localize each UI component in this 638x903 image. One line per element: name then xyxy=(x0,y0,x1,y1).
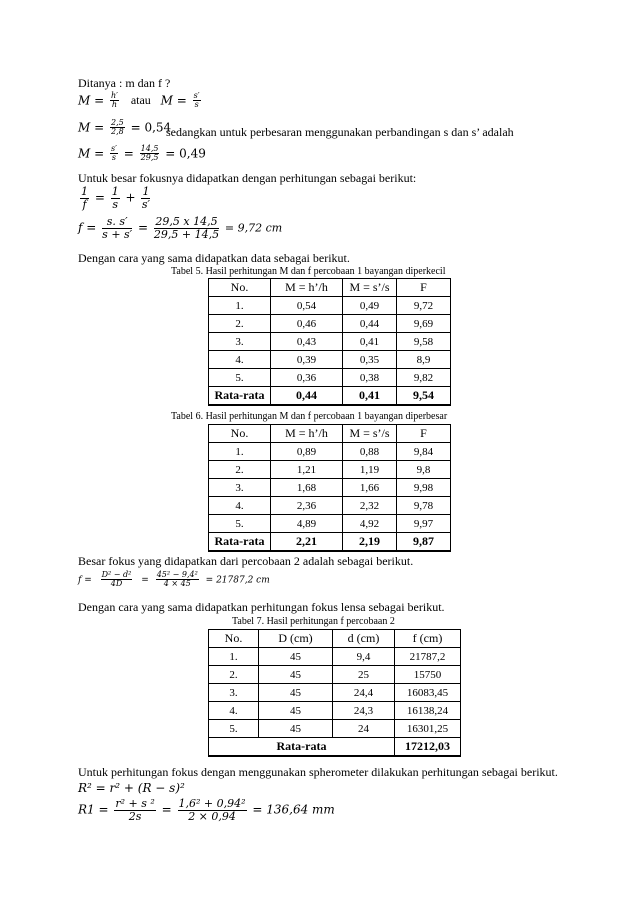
average-cell: 2,21 xyxy=(271,533,343,552)
table-row xyxy=(209,515,451,533)
table-cell: 0,46 xyxy=(271,315,343,333)
denominator: s xyxy=(111,153,117,163)
formula-lens xyxy=(78,186,152,210)
table-cell: 2. xyxy=(209,461,271,479)
symbol-R1: R1 = xyxy=(78,802,109,817)
table-cell: 21787,2 xyxy=(395,648,461,666)
table-cell: 1. xyxy=(209,443,271,461)
average-cell: 17212,03 xyxy=(395,738,461,757)
table5-caption: Tabel 5. Hasil perhitungan M dan f percobaan 1 bayangan diperkecil xyxy=(171,266,446,277)
table-cell: 1,68 xyxy=(271,479,343,497)
numerator: s′ xyxy=(111,144,117,153)
table5 xyxy=(208,278,451,406)
table-row xyxy=(209,497,451,515)
equals: = xyxy=(86,220,97,235)
formula-magnification xyxy=(78,92,203,110)
table-row xyxy=(209,479,451,497)
table6 xyxy=(208,424,451,552)
table-cell: 45 xyxy=(259,720,333,738)
equals: = xyxy=(94,120,105,135)
table-header-cell: f (cm) xyxy=(395,630,461,648)
numerator: r² + s ² xyxy=(115,797,155,810)
numerator: 1 xyxy=(111,185,119,198)
table-cell: 0,89 xyxy=(271,443,343,461)
table-cell: 0,35 xyxy=(343,351,397,369)
fraction-values xyxy=(154,216,219,240)
symbol-f: f xyxy=(78,220,83,235)
fraction-1-sprime xyxy=(141,186,150,210)
table-row xyxy=(209,684,461,702)
table-row xyxy=(209,461,451,479)
table-cell: 24 xyxy=(333,720,395,738)
average-label: Rata-rata xyxy=(209,738,395,757)
numerator: s. s′ xyxy=(102,216,132,229)
fraction-D2d2 xyxy=(101,571,133,589)
numerator: s′ xyxy=(193,91,200,100)
table-header-cell: No. xyxy=(209,425,271,443)
fraction-ss xyxy=(102,216,132,240)
table-cell: 4. xyxy=(209,702,259,720)
equals: = xyxy=(138,220,149,235)
table-cell: 3. xyxy=(209,684,259,702)
formula-f xyxy=(78,216,282,240)
equals: = xyxy=(176,93,187,108)
denominator: 29,5 + 14,5 xyxy=(153,227,220,241)
equals: = xyxy=(94,146,105,161)
average-label: Rata-rata xyxy=(209,533,271,552)
table-cell: 0,39 xyxy=(271,351,343,369)
denominator: h xyxy=(111,100,118,110)
numerator: h′ xyxy=(111,91,118,100)
table-cell: 3. xyxy=(209,479,271,497)
fraction-s xyxy=(110,145,118,163)
table-row xyxy=(209,351,451,369)
table-cell: 15750 xyxy=(395,666,461,684)
symbol-M: M xyxy=(78,93,91,108)
table-cell: 45 xyxy=(259,666,333,684)
table-header-cell: No. xyxy=(209,279,271,297)
formula-m-h xyxy=(78,119,171,137)
equals: = xyxy=(141,575,149,586)
fraction-r2s2 xyxy=(114,798,155,822)
table-row xyxy=(209,443,451,461)
symbol-f: f xyxy=(78,575,82,586)
table-cell: 0,49 xyxy=(343,297,397,315)
fraction-s xyxy=(193,92,201,110)
table-header-cell: F xyxy=(397,279,451,297)
table-average-row xyxy=(209,387,451,406)
result-21787: = 21787,2 cm xyxy=(205,575,270,586)
numerator: D² − d² xyxy=(101,570,132,579)
table-cell: 4. xyxy=(209,497,271,515)
table-cell: 0,54 xyxy=(271,297,343,315)
formula-spherometer: R² = r² + (R − s)² xyxy=(78,781,185,795)
atau-label: atau xyxy=(130,93,151,108)
average-cell: 2,19 xyxy=(343,533,397,552)
table-row xyxy=(209,702,461,720)
fraction-145-295 xyxy=(140,145,160,163)
numerator: 2,5 xyxy=(111,118,124,127)
average-cell: 0,41 xyxy=(343,387,397,406)
sedangkan-text: sedangkan untuk perbesaran menggunakan perbandingan s dan s’ adalah xyxy=(166,125,514,139)
dengan-cara-text-2: Dengan cara yang sama didapatkan perhitungan fokus lensa sebagai berikut. xyxy=(78,600,445,614)
result-13664: = 136,64 mm xyxy=(252,802,335,817)
table-cell: 9,78 xyxy=(397,497,451,515)
equals: = xyxy=(161,802,172,817)
numerator: 14,5 xyxy=(140,144,159,153)
fraction-45-94 xyxy=(156,571,199,589)
table-cell: 4,92 xyxy=(343,515,397,533)
fraction-h xyxy=(110,92,119,110)
besar-fokus-text: Besar fokus yang didapatkan dari percobaan 2 adalah sebagai berikut. xyxy=(78,554,414,568)
denominator: 4D xyxy=(110,579,123,589)
table-cell: 8,9 xyxy=(397,351,451,369)
symbol-M: M xyxy=(78,120,91,135)
table-header-cell: d (cm) xyxy=(333,630,395,648)
numerator: 1,6² + 0,94² xyxy=(178,797,246,810)
formula-m-s xyxy=(78,145,206,163)
table-header-cell: F xyxy=(397,425,451,443)
fraction-1-f xyxy=(80,186,89,210)
table-average-row xyxy=(209,533,451,552)
table-cell: 2. xyxy=(209,666,259,684)
equals: = xyxy=(123,146,134,161)
table-cell: 0,41 xyxy=(343,333,397,351)
table-cell: 1,19 xyxy=(343,461,397,479)
table-header-cell: D (cm) xyxy=(259,630,333,648)
average-cell: 9,87 xyxy=(397,533,451,552)
average-cell: 9,54 xyxy=(397,387,451,406)
table-cell: 3. xyxy=(209,333,271,351)
table-cell: 0,43 xyxy=(271,333,343,351)
table-cell: 0,44 xyxy=(343,315,397,333)
ditanya-line: Ditanya : m dan f ? xyxy=(78,76,171,90)
table-cell: 2. xyxy=(209,315,271,333)
table-cell: 1,66 xyxy=(343,479,397,497)
denominator: s xyxy=(194,100,199,110)
denominator: 4 × 45 xyxy=(163,579,191,589)
denominator: 2s xyxy=(128,809,142,823)
denominator: 2,8 xyxy=(111,127,124,137)
table-row xyxy=(209,315,451,333)
table-cell: 24,3 xyxy=(333,702,395,720)
table7-caption: Tabel 7. Hasil perhitungan f percobaan 2 xyxy=(232,616,395,627)
untuk-perhitungan-text: Untuk perhitungan fokus dengan menggunakan spherometer dilakukan perhitungan sebagai berikut. xyxy=(78,765,558,779)
fraction-values-R1 xyxy=(178,798,247,822)
equals: = xyxy=(94,93,105,108)
table-header-cell: M = s’/s xyxy=(343,425,397,443)
table-cell: 24,4 xyxy=(333,684,395,702)
table-cell: 16138,24 xyxy=(395,702,461,720)
result-054: = 0,54 xyxy=(130,120,172,135)
formula-R1 xyxy=(78,798,335,822)
equals: = xyxy=(94,190,105,205)
table-cell: 9,82 xyxy=(397,369,451,387)
fraction-25-28 xyxy=(110,119,125,137)
table-cell: 9,8 xyxy=(397,461,451,479)
formula-focus-2 xyxy=(78,571,270,589)
table-cell: 25 xyxy=(333,666,395,684)
symbol-M: M xyxy=(160,93,173,108)
table-row xyxy=(209,666,461,684)
numerator: 1 xyxy=(81,185,88,198)
table-cell: 9,58 xyxy=(397,333,451,351)
numerator: 45² − 9,4² xyxy=(156,570,198,579)
table-header-row xyxy=(209,630,461,648)
table-cell: 9,97 xyxy=(397,515,451,533)
table-header-cell: No. xyxy=(209,630,259,648)
table-cell: 9,84 xyxy=(397,443,451,461)
table7 xyxy=(208,629,461,757)
table-header-row xyxy=(209,425,451,443)
table-cell: 4. xyxy=(209,351,271,369)
table-cell: 9,72 xyxy=(397,297,451,315)
table-cell: 2,36 xyxy=(271,497,343,515)
table-cell: 9,4 xyxy=(333,648,395,666)
denominator: f xyxy=(82,197,87,211)
table-cell: 16301,25 xyxy=(395,720,461,738)
table-cell: 9,98 xyxy=(397,479,451,497)
denominator: s xyxy=(112,197,119,211)
table-cell: 5. xyxy=(209,515,271,533)
table-header-cell: M = h’/h xyxy=(271,279,343,297)
table-cell: 4,89 xyxy=(271,515,343,533)
table-header-cell: M = s’/s xyxy=(343,279,397,297)
plus: + xyxy=(125,190,136,205)
average-label: Rata-rata xyxy=(209,387,271,406)
table-header-row xyxy=(209,279,451,297)
table-cell: 0,88 xyxy=(343,443,397,461)
table-row xyxy=(209,648,461,666)
table-row xyxy=(209,720,461,738)
denominator: 29,5 xyxy=(140,153,159,163)
average-cell: 0,44 xyxy=(271,387,343,406)
untuk-besar-text: Untuk besar fokusnya didapatkan dengan perhitungan sebagai berikut: xyxy=(78,171,417,185)
table-row xyxy=(209,369,451,387)
table-average-row xyxy=(209,738,461,757)
dengan-cara-text-1: Dengan cara yang sama didapatkan data sebagai berikut. xyxy=(78,251,350,265)
table-cell: 1. xyxy=(209,648,259,666)
table6-caption: Tabel 6. Hasil perhitungan M dan f percobaan 1 bayangan diperbesar xyxy=(171,411,448,422)
denominator: s + s′ xyxy=(102,227,133,241)
numerator: 1 xyxy=(142,185,150,198)
fraction-1-s xyxy=(111,186,120,210)
result-049: = 0,49 xyxy=(165,146,206,161)
table-cell: 45 xyxy=(259,702,333,720)
equals: = xyxy=(84,575,92,586)
table-cell: 5. xyxy=(209,720,259,738)
table-cell: 9,69 xyxy=(397,315,451,333)
symbol-M: M xyxy=(78,146,91,161)
denominator: s′ xyxy=(141,197,151,211)
table-header-cell: M = h’/h xyxy=(271,425,343,443)
table-cell: 2,32 xyxy=(343,497,397,515)
table-cell: 1. xyxy=(209,297,271,315)
table-row xyxy=(209,297,451,315)
table-cell: 45 xyxy=(259,684,333,702)
numerator: 29,5 x 14,5 xyxy=(155,215,218,228)
result-972: = 9,72 cm xyxy=(224,221,283,235)
table-row xyxy=(209,333,451,351)
denominator: 2 × 0,94 xyxy=(188,809,236,823)
table-cell: 0,38 xyxy=(343,369,397,387)
table-cell: 5. xyxy=(209,369,271,387)
table-cell: 1,21 xyxy=(271,461,343,479)
table-cell: 16083,45 xyxy=(395,684,461,702)
table-cell: 45 xyxy=(259,648,333,666)
table-cell: 0,36 xyxy=(271,369,343,387)
